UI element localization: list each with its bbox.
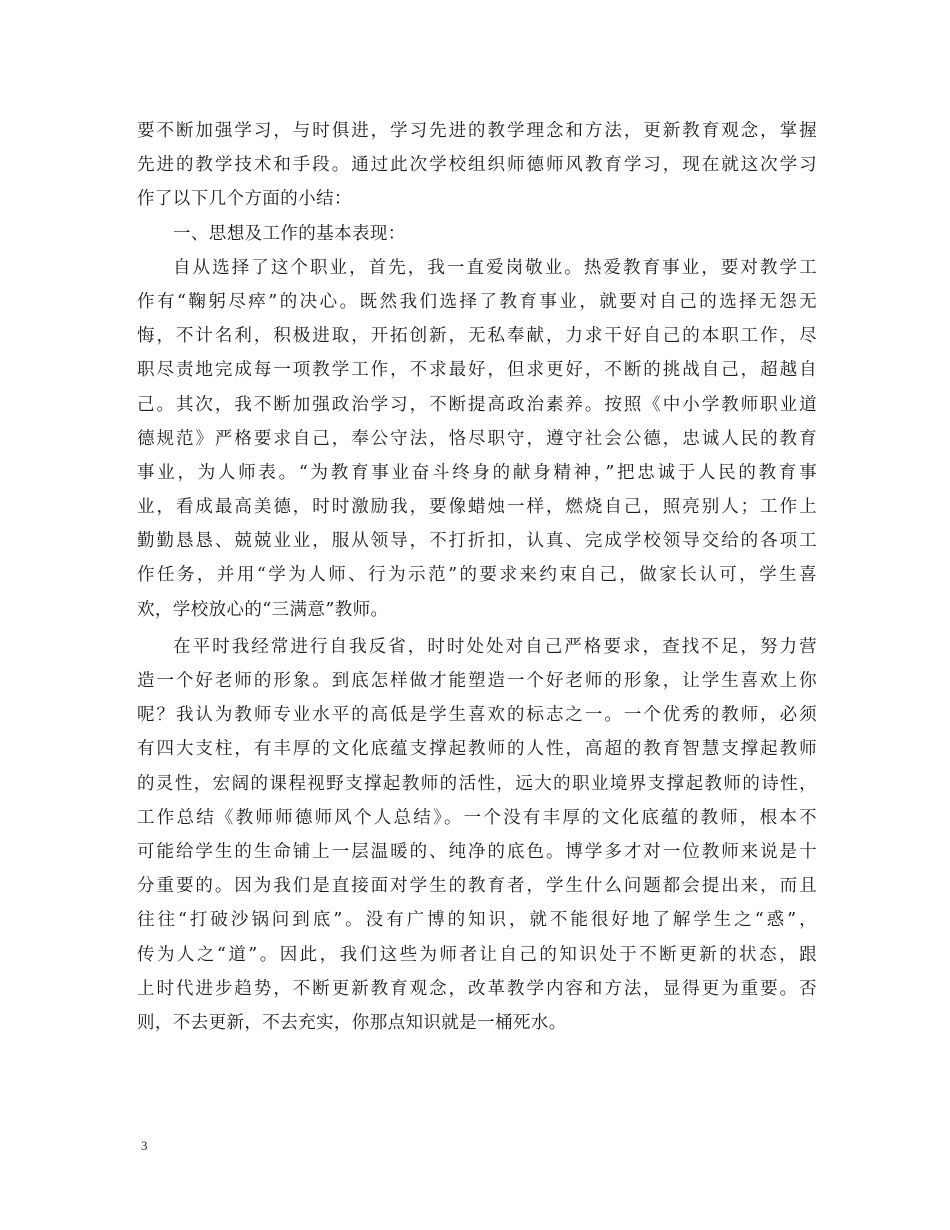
text-line: 事业，为人师表。“为教育事业奋斗终身的献身精神，”把忠诚于人民的教育事 — [137, 462, 817, 483]
text-line: 悔，不计名利，积极进取，开拓创新，无私奉献，力求干好自己的本职工作，尽 — [137, 326, 817, 347]
text-line: 德规范》严格要求自己，奉公守法，恪尽职守，遵守社会公德，忠诚人民的教育 — [137, 428, 817, 449]
text-line: 工作总结《教师师德师风个人总结》。一个没有丰厚的文化底蕴的教师，根本不 — [137, 807, 817, 828]
text-line: 自从选择了这个职业，首先，我一直爱岗敬业。热爱教育事业，要对教学工 — [173, 257, 817, 278]
text-line: 分重要的。因为我们是直接面对学生的教育者，学生什么问题都会提出来，而且 — [137, 876, 817, 897]
text-line: 作有“鞠躬尽瘁”的决心。既然我们选择了教育事业，就要对自己的选择无怨无 — [137, 291, 817, 312]
text-line: 的灵性，宏阔的课程视野支撑起教师的活性，远大的职业境界支撑起教师的诗性， — [137, 773, 817, 794]
text-line: 有四大支柱，有丰厚的文化底蕴支撑起教师的人性，高超的教育智慧支撑起教师 — [137, 739, 817, 760]
text-line: 往往“打破沙锅问到底”。没有广博的知识，就不能很好地了解学生之“惑”， — [137, 910, 817, 931]
page-number: 3 — [141, 1138, 148, 1153]
text-line: 可能给学生的生命铺上一层温暖的、纯净的底色。博学多才对一位教师来说是十 — [137, 841, 817, 862]
text-line: 呢？我认为教师专业水平的高低是学生喜欢的标志之一。一个优秀的教师，必须 — [137, 705, 817, 726]
text-line: 作了以下几个方面的小结： — [137, 189, 352, 210]
text-line: 要不断加强学习，与时俱进，学习先进的教学理念和方法，更新教育观念，掌握 — [137, 121, 817, 141]
text-line: 职尽责地完成每一项教学工作，不求最好，但求更好，不断的挑战自己，超越自 — [137, 360, 817, 381]
text-line: 则，不去更新，不去充实，你那点知识就是一桶死水。 — [137, 1012, 567, 1033]
text-line: 上时代进步趋势，不断更新教育观念，改革教学内容和方法，显得更为重要。否 — [137, 978, 817, 999]
section-heading: 一、思想及工作的基本表现： — [173, 223, 406, 244]
text-line: 业，看成最高美德，时时激励我，要像蜡烛一样，燃烧自己，照亮别人；工作上 — [137, 497, 817, 518]
text-line: 传为人之“道”。因此，我们这些为师者让自己的知识处于不断更新的状态，跟 — [137, 944, 817, 965]
text-line: 先进的教学技术和手段。通过此次学校组织师德师风教育学习，现在就这次学习 — [137, 155, 817, 176]
text-line: 在平时我经常进行自我反省，时时处处对自己严格要求，查找不足，努力营 — [173, 636, 817, 657]
text-line: 作任务，并用“学为人师、行为示范”的要求来约束自己，做家长认可，学生喜 — [137, 565, 817, 586]
text-line: 欢，学校放心的“三满意”教师。 — [137, 599, 389, 620]
text-line: 造一个好老师的形象。到底怎样做才能塑造一个好老师的形象，让学生喜欢上你 — [137, 671, 817, 691]
text-line: 勤勤恳恳、兢兢业业，服从领导，不打折扣，认真、完成学校领导交给的各项工 — [137, 531, 817, 552]
body-text — [137, 114, 817, 1040]
text-line: 己。其次，我不断加强政治学习，不断提高政治素养。按照《中小学教师职业道 — [137, 394, 817, 415]
